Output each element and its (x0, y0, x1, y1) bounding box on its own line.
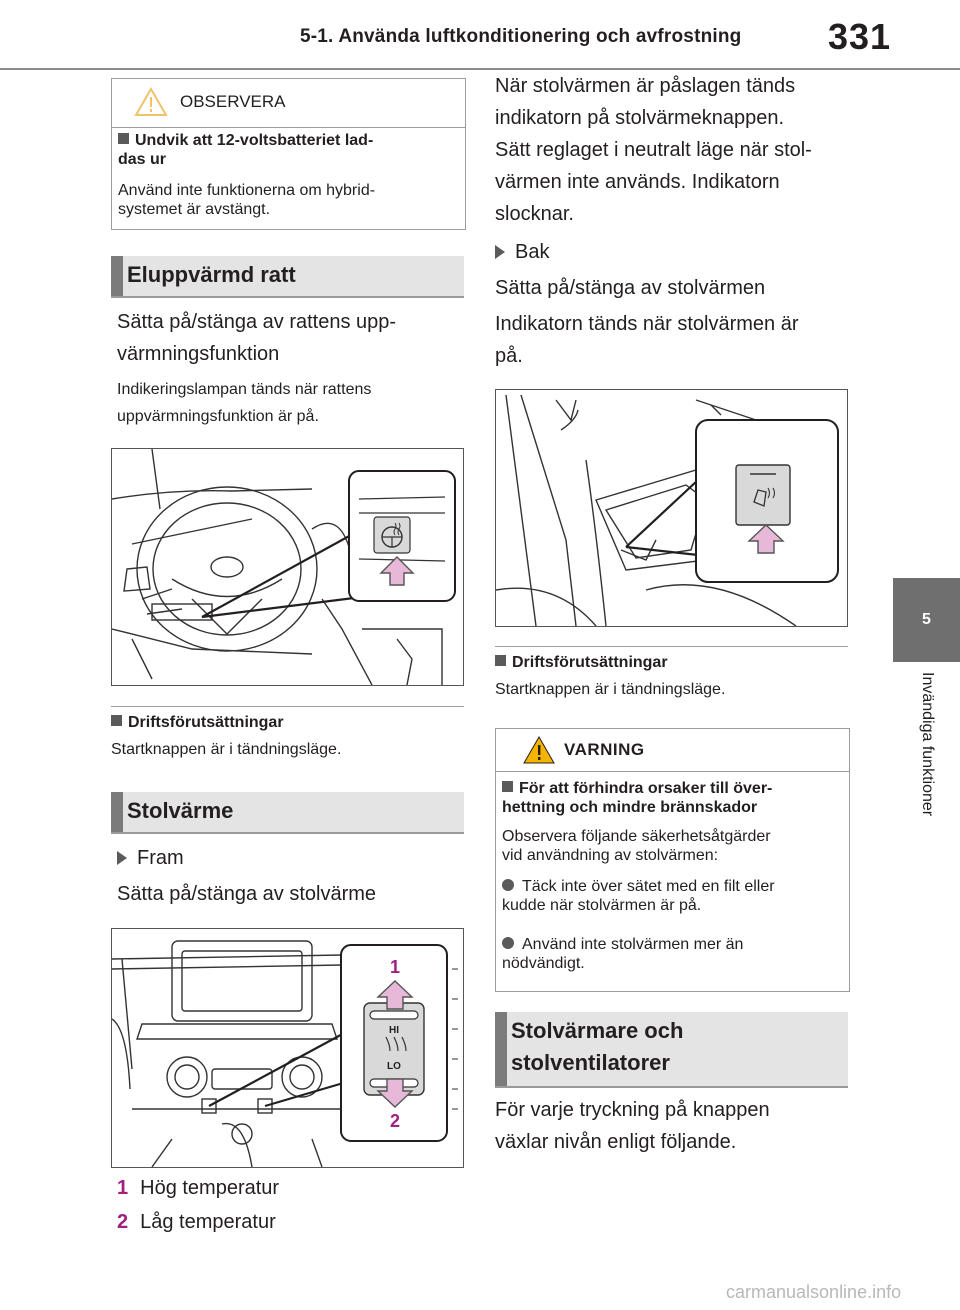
running-header: 5-1. Använda luftkonditionering och avfrostning (300, 26, 742, 47)
callout-number-2: 2 (389, 1111, 401, 1131)
condition-text-rear: Startknappen är i tändningsläge. (495, 681, 726, 698)
rear-note: Indikatorn tänds när stolvärmen är på. (495, 313, 799, 367)
front-seat-heater-drawing (112, 929, 463, 1167)
rear-label (495, 236, 549, 268)
section-bar (111, 256, 123, 296)
list-text: Låg temperatur (140, 1211, 276, 1233)
callout-lines (202, 529, 362, 617)
warning-triangle-icon (134, 87, 168, 117)
warning-triangle-icon (522, 735, 556, 765)
warning-subtitle (502, 779, 842, 817)
caution-header (112, 79, 465, 128)
warning-bullet-text: Täck inte över sätet med en filt eller kudde när stolvärmen är på. (502, 878, 775, 914)
round-bullet-icon (502, 937, 514, 949)
page-number: 331 (828, 16, 892, 57)
front-text: Sätta på/stänga av stolvärme (117, 883, 377, 905)
section-title-ventilator-line1: Stolvärmare och (511, 1018, 684, 1043)
chapter-tab: 5 (893, 578, 960, 662)
section-title-seat-heater: Stolvärme (127, 798, 234, 823)
rear-label-text: Bak (515, 241, 550, 263)
warning-label: VARNING (564, 740, 645, 759)
list-number: 2 (117, 1211, 129, 1233)
warning-bullet (502, 877, 842, 915)
caution-label: OBSERVERA (180, 92, 286, 111)
list-text: Hög temperatur (140, 1177, 280, 1199)
condition-title-rear (495, 654, 668, 672)
steering-note: Indikeringslampan tänds när rattens uppvärmningsfunktion är på. (117, 381, 372, 425)
round-bullet-icon (502, 879, 514, 891)
warning-header (496, 729, 849, 772)
caution-box (111, 78, 466, 230)
section-bar (495, 1012, 507, 1086)
section-heading-seat-heater (111, 792, 464, 834)
front-seat-heater-illustration (111, 928, 464, 1168)
square-bullet-icon (502, 781, 513, 792)
warning-bullet-text: Använd inte stolvärmen mer än nödvändigt. (502, 936, 744, 972)
section-bar (111, 792, 123, 832)
square-bullet-icon (495, 655, 506, 666)
condition-title-steering (111, 714, 284, 732)
arrow-bullet-icon (117, 851, 127, 865)
switch-hi-label: HI (389, 1025, 399, 1036)
condition-text-steering: Startknappen är i tändningsläge. (111, 741, 342, 758)
rear-text: Sätta på/stänga av stolvärmen (495, 277, 766, 299)
section-heading-steering (111, 256, 464, 298)
section-title-steering: Eluppvärmd ratt (127, 262, 296, 287)
steering-heater-drawing (112, 449, 463, 685)
arrow-bullet-icon (495, 245, 505, 259)
right-paragraph-2: Sätt reglaget i neutralt läge när stol- värmen inte används. Indikatorn slocknar. (495, 139, 812, 225)
warning-bullet (502, 935, 842, 973)
rear-seat-heater-illustration (495, 389, 848, 627)
caution-text: Använd inte funktionerna om hybrid- systemet är avstängt. (118, 182, 376, 218)
list-number: 1 (117, 1177, 129, 1199)
caution-subtitle (118, 131, 458, 169)
condition-title-rear-text: Driftsförutsättningar (512, 654, 668, 671)
square-bullet-icon (118, 133, 129, 144)
list-item (117, 1206, 276, 1238)
callout-number-1: 1 (389, 957, 401, 977)
list-item (117, 1172, 279, 1204)
section-title-ventilator-line2: stolventilatorer (511, 1050, 670, 1075)
caution-subtitle-text: Undvik att 12-voltsbatteriet lad- das ur (118, 132, 374, 168)
square-bullet-icon (111, 715, 122, 726)
chapter-caption (893, 672, 960, 882)
steering-heater-illustration (111, 448, 464, 686)
front-label-text: Fram (137, 847, 184, 869)
rear-seat-heater-drawing (496, 390, 847, 626)
divider (495, 646, 848, 647)
steering-intro: Sätta på/stänga av rattens upp- värmningsfunktion (117, 311, 397, 365)
section-heading-seat-ventilator (495, 1012, 848, 1088)
chapter-caption-text: Invändiga funktioner (919, 672, 936, 817)
condition-title-steering-text: Driftsförutsättningar (128, 714, 284, 731)
right-paragraph-1: När stolvärmen är påslagen tänds indikatorn på stolvärmeknappen. (495, 75, 796, 129)
divider (111, 706, 464, 707)
warning-box (495, 728, 850, 992)
watermark: carmanualsonline.info (726, 1282, 902, 1302)
ventilator-text: För varje tryckning på knappen växlar nivån enligt följande. (495, 1099, 770, 1153)
switch-lo-label: LO (387, 1061, 401, 1072)
front-label (117, 842, 184, 874)
warning-subtitle-text: För att förhindra orsaker till över- hettning och mindre brännskador (502, 780, 773, 816)
warning-text: Observera följande säkerhetsåtgärder vid användning av stolvärmen: (502, 828, 771, 864)
